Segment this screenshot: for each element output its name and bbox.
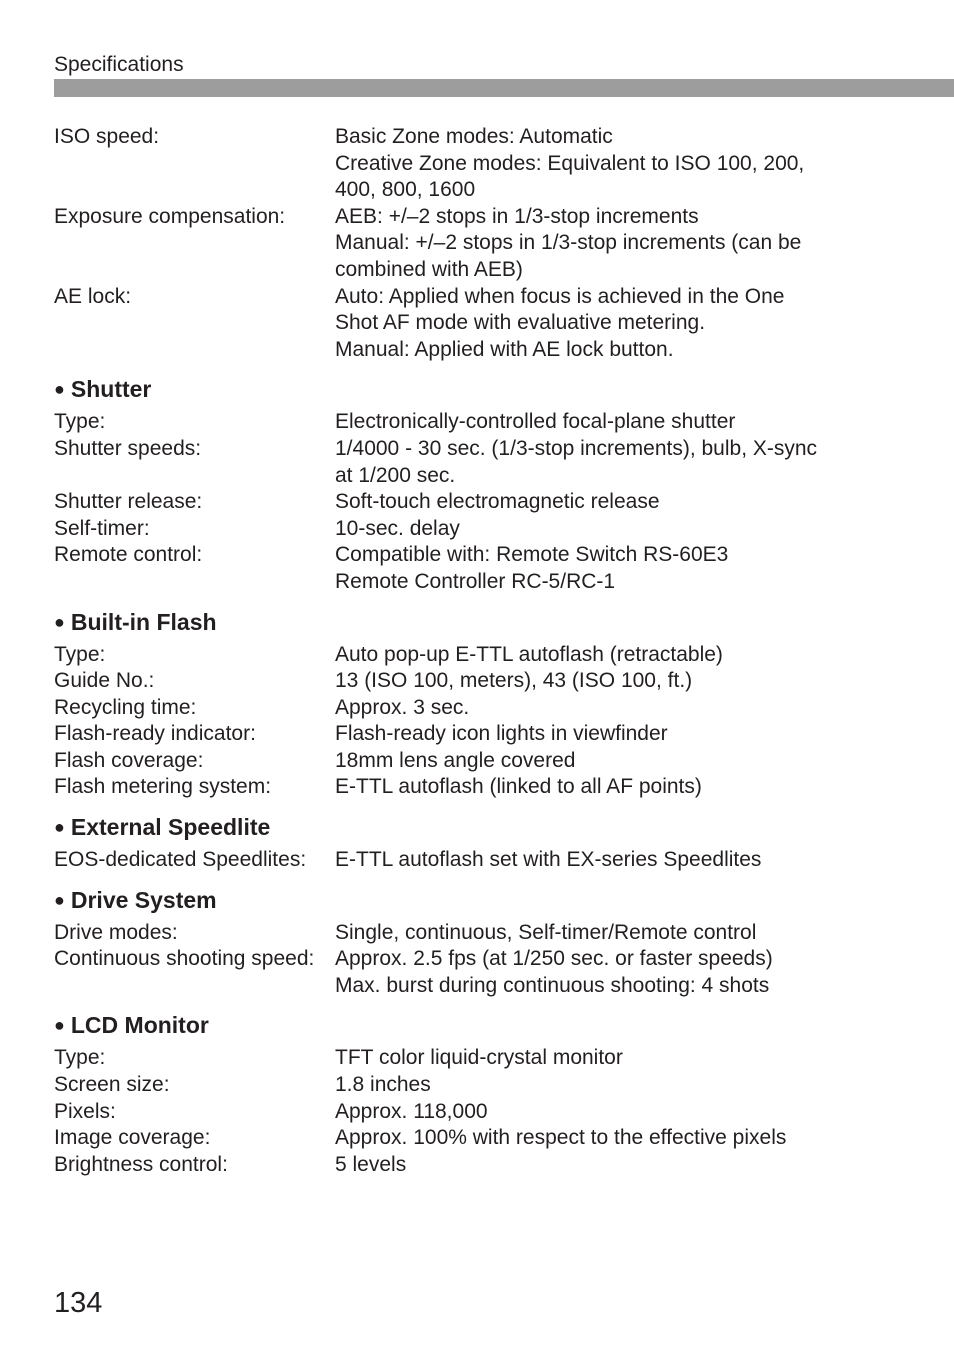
spec-value — [335, 695, 934, 722]
spec-row — [54, 124, 934, 204]
spec-label: Flash metering system: — [54, 775, 272, 799]
spec-label: Recycling time: — [54, 695, 197, 719]
spec-row — [54, 436, 934, 489]
spec-value — [335, 409, 934, 436]
spec-row — [54, 748, 934, 775]
section-heading — [54, 1011, 934, 1039]
bullet-icon: ● — [54, 379, 65, 400]
spec-value-line: Approx. 100% with respect to the effective pixels — [335, 1126, 787, 1150]
spec-value-line: 18mm lens angle covered — [335, 748, 576, 772]
spec-value — [335, 284, 934, 364]
bullet-icon: ● — [54, 817, 65, 838]
spec-row — [54, 284, 934, 364]
spec-label: Guide No.: — [54, 669, 155, 693]
spec-value-line: Approx. 2.5 fps (at 1/250 sec. or faster speeds) — [335, 947, 773, 971]
spec-value — [335, 721, 934, 748]
spec-label: Exposure compensation: — [54, 204, 286, 228]
spec-row — [54, 542, 934, 595]
spec-row — [54, 847, 934, 874]
spec-label: ISO speed: — [54, 125, 160, 148]
spec-label: Pixels: — [54, 1099, 116, 1123]
bullet-icon: ● — [54, 611, 65, 632]
spec-value — [335, 847, 934, 874]
spec-value — [335, 489, 934, 516]
spec-value — [335, 124, 934, 204]
spec-label: Flash-ready indicator: — [54, 722, 256, 746]
spec-row — [54, 946, 934, 999]
spec-label: Brightness control: — [54, 1152, 228, 1176]
spec-row — [54, 516, 934, 543]
spec-section — [54, 1011, 934, 1178]
spec-value — [335, 642, 934, 669]
spec-row — [54, 642, 934, 669]
spec-row — [54, 489, 934, 516]
spec-row — [54, 774, 934, 801]
spec-value-line: 10-sec. delay — [335, 516, 460, 540]
spec-value-line: Electronically-controlled focal-plane shutter — [335, 410, 736, 434]
spec-value-line: 1/4000 - 30 sec. (1/3-stop increments), bulb, X-sync — [335, 436, 818, 460]
spec-row — [54, 721, 934, 748]
spec-value-line: Remote Controller RC-5/RC-1 — [335, 569, 616, 593]
spec-value — [335, 920, 934, 947]
spec-row — [54, 1099, 934, 1126]
spec-value-line: AEB: +/–2 stops in 1/3-stop increments — [335, 204, 699, 228]
spec-value-line: Soft-touch electromagnetic release — [335, 490, 660, 514]
spec-value — [335, 1099, 934, 1126]
section-heading — [54, 886, 934, 914]
spec-value — [335, 748, 934, 775]
section-heading — [54, 608, 934, 636]
spec-label: Screen size: — [54, 1073, 170, 1097]
header-bar — [54, 79, 954, 97]
spec-value — [335, 436, 934, 489]
section-heading — [54, 375, 934, 403]
spec-label: EOS-dedicated Speedlites: — [54, 848, 307, 872]
spec-section — [54, 813, 934, 874]
spec-value-line: Creative Zone modes: Equivalent to ISO 100, 200, — [335, 151, 805, 175]
spec-row — [54, 695, 934, 722]
spec-value-line: Single, continuous, Self-timer/Remote control — [335, 920, 757, 944]
spec-value — [335, 542, 934, 595]
spec-label: Type: — [54, 1046, 106, 1070]
spec-value — [335, 668, 934, 695]
spec-value-line: Approx. 3 sec. — [335, 695, 470, 719]
spec-value-line: Auto pop-up E-TTL autoflash (retractable) — [335, 642, 723, 666]
spec-row — [54, 409, 934, 436]
section-title: External Speedlite — [70, 814, 271, 841]
spec-row — [54, 668, 934, 695]
spec-value — [335, 1125, 934, 1152]
spec-label: AE lock: — [54, 284, 132, 308]
section-heading — [54, 813, 934, 841]
spec-label: Remote control: — [54, 543, 203, 567]
spec-value — [335, 946, 934, 999]
spec-value — [335, 1045, 934, 1072]
spec-value-line: 5 levels — [335, 1152, 407, 1176]
spec-value-line: Max. burst during continuous shooting: 4 shots — [335, 973, 770, 997]
spec-content — [54, 124, 934, 1178]
spec-value-line: 400, 800, 1600 — [335, 178, 476, 202]
spec-value-line: 13 (ISO 100, meters), 43 (ISO 100, ft.) — [335, 669, 693, 693]
section-title: Drive System — [70, 886, 217, 913]
spec-label: Type: — [54, 642, 106, 666]
spec-section — [54, 886, 934, 1000]
spec-row — [54, 1125, 934, 1152]
spec-label: Continuous shooting speed: — [54, 947, 315, 971]
spec-value-line: Approx. 118,000 — [335, 1099, 488, 1123]
spec-value-line: Auto: Applied when focus is achieved in the One — [335, 284, 785, 308]
spec-section — [54, 375, 934, 595]
spec-value — [335, 1152, 934, 1179]
spec-section — [54, 608, 934, 802]
spec-section — [54, 124, 934, 363]
spec-value — [335, 204, 934, 284]
bullet-icon: ● — [54, 889, 65, 910]
spec-value — [335, 516, 934, 543]
spec-value-line: 1.8 inches — [335, 1073, 431, 1097]
spec-label: Shutter speeds: — [54, 436, 202, 460]
spec-row — [54, 1045, 934, 1072]
spec-value — [335, 774, 934, 801]
header-label: Specifications — [54, 53, 184, 76]
spec-label: Image coverage: — [54, 1126, 211, 1150]
spec-row — [54, 920, 934, 947]
spec-value-line: TFT color liquid-crystal monitor — [335, 1046, 623, 1070]
spec-value-line: E-TTL autoflash (linked to all AF points) — [335, 775, 702, 799]
bullet-icon: ● — [54, 1015, 65, 1036]
spec-value-line: E-TTL autoflash set with EX-series Speedlites — [335, 848, 762, 872]
spec-value-line: Flash-ready icon lights in viewfinder — [335, 722, 668, 746]
spec-value-line: Manual: Applied with AE lock button. — [335, 337, 674, 361]
spec-value — [335, 1072, 934, 1099]
spec-value-line: Shot AF mode with evaluative metering. — [335, 311, 706, 335]
spec-value-line: at 1/200 sec. — [335, 463, 456, 487]
spec-value-line: Manual: +/–2 stops in 1/3-stop increments (can be — [335, 231, 802, 255]
spec-row — [54, 204, 934, 284]
spec-row — [54, 1072, 934, 1099]
spec-label: Flash coverage: — [54, 748, 204, 772]
page-number: 134 — [54, 1287, 103, 1319]
spec-value-line: Compatible with: Remote Switch RS-60E3 — [335, 543, 729, 567]
spec-label: Drive modes: — [54, 920, 178, 944]
section-title: Shutter — [70, 376, 152, 403]
spec-label: Type: — [54, 410, 106, 434]
spec-label: Shutter release: — [54, 490, 203, 514]
spec-value-line: Basic Zone modes: Automatic — [335, 125, 613, 148]
section-title: LCD Monitor — [70, 1012, 209, 1039]
spec-row — [54, 1152, 934, 1179]
spec-label: Self-timer: — [54, 516, 150, 540]
section-title: Built-in Flash — [70, 608, 217, 635]
spec-value-line: combined with AEB) — [335, 257, 523, 281]
